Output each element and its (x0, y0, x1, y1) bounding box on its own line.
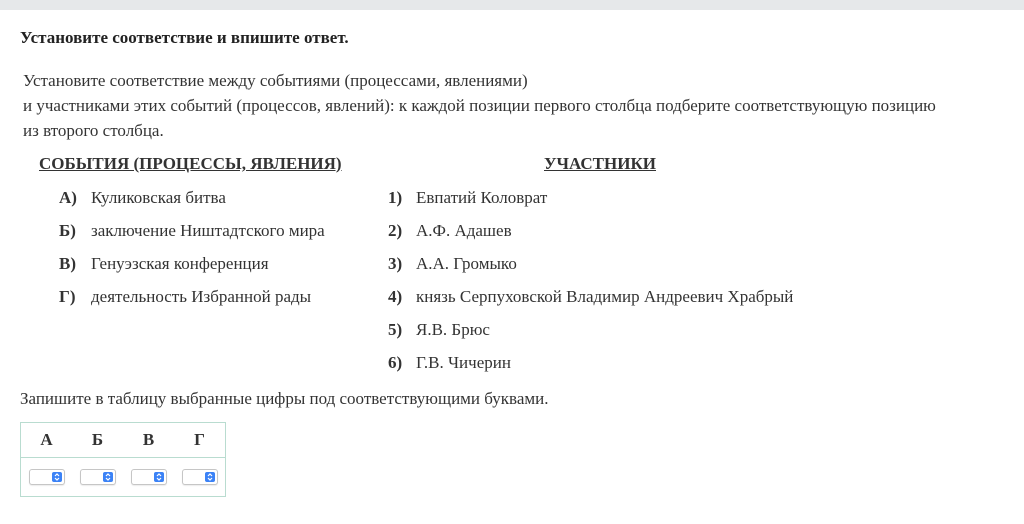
participant-text: Евпатий Коловрат (416, 188, 548, 207)
participant-text: А.А. Громыко (416, 254, 517, 273)
participant-text: А.Ф. Адашев (416, 221, 512, 240)
answer-header-g: Г (174, 423, 226, 458)
select-arrows-icon (205, 472, 215, 482)
participant-text: князь Серпуховской Владимир Андреевич Храбрый (416, 287, 794, 306)
event-letter: Б) (59, 221, 76, 240)
participant-number: 4) (388, 287, 403, 306)
select-arrows-icon (154, 472, 164, 482)
participant-number: 3) (388, 254, 403, 273)
top-bar (0, 0, 1024, 10)
answer-select-b[interactable] (80, 469, 116, 485)
answer-cell (72, 458, 123, 497)
events-column-title: СОБЫТИЯ (ПРОЦЕССЫ, ЯВЛЕНИЯ) (39, 154, 342, 173)
participant-text: Я.В. Брюс (416, 320, 490, 339)
participant-number: 1) (388, 188, 403, 207)
answer-table (20, 422, 226, 497)
event-letter: А) (59, 188, 77, 207)
answer-cell (123, 458, 174, 497)
task-intro (23, 68, 1013, 143)
participant-text: Г.В. Чичерин (416, 353, 511, 372)
select-arrows-icon (52, 472, 62, 482)
answer-cell (21, 458, 73, 497)
intro-line: из второго столбца. (23, 121, 164, 140)
answer-header-b: Б (72, 423, 123, 458)
event-text: Куликовская битва (91, 188, 226, 207)
answer-select-g[interactable] (182, 469, 218, 485)
answer-select-a[interactable] (29, 469, 65, 485)
event-text: Генуэзская конференция (91, 254, 269, 273)
participant-number: 2) (388, 221, 403, 240)
participants-column-title: УЧАСТНИКИ (544, 154, 656, 173)
event-text: деятельность Избранной рады (91, 287, 312, 306)
event-letter: В) (59, 254, 76, 273)
answer-instruction: Запишите в таблицу выбранные цифры под соответствующими буквами. (20, 389, 549, 408)
task-heading: Установите соответствие и впишите ответ. (20, 28, 349, 47)
intro-line: и участниками этих событий (процессов, явлений): к каждой позиции первого столбца подберите соответствующую позицию (23, 96, 936, 115)
event-text: заключение Ништадтского мира (91, 221, 325, 240)
intro-line: Установите соответствие между событиями (процессами, явлениями) (23, 71, 528, 90)
participant-number: 5) (388, 320, 403, 339)
select-arrows-icon (103, 472, 113, 482)
answer-header-a: А (21, 423, 73, 458)
answer-header-v: В (123, 423, 174, 458)
answer-cell (174, 458, 226, 497)
answer-select-v[interactable] (131, 469, 167, 485)
event-letter: Г) (59, 287, 76, 306)
participant-number: 6) (388, 353, 403, 372)
